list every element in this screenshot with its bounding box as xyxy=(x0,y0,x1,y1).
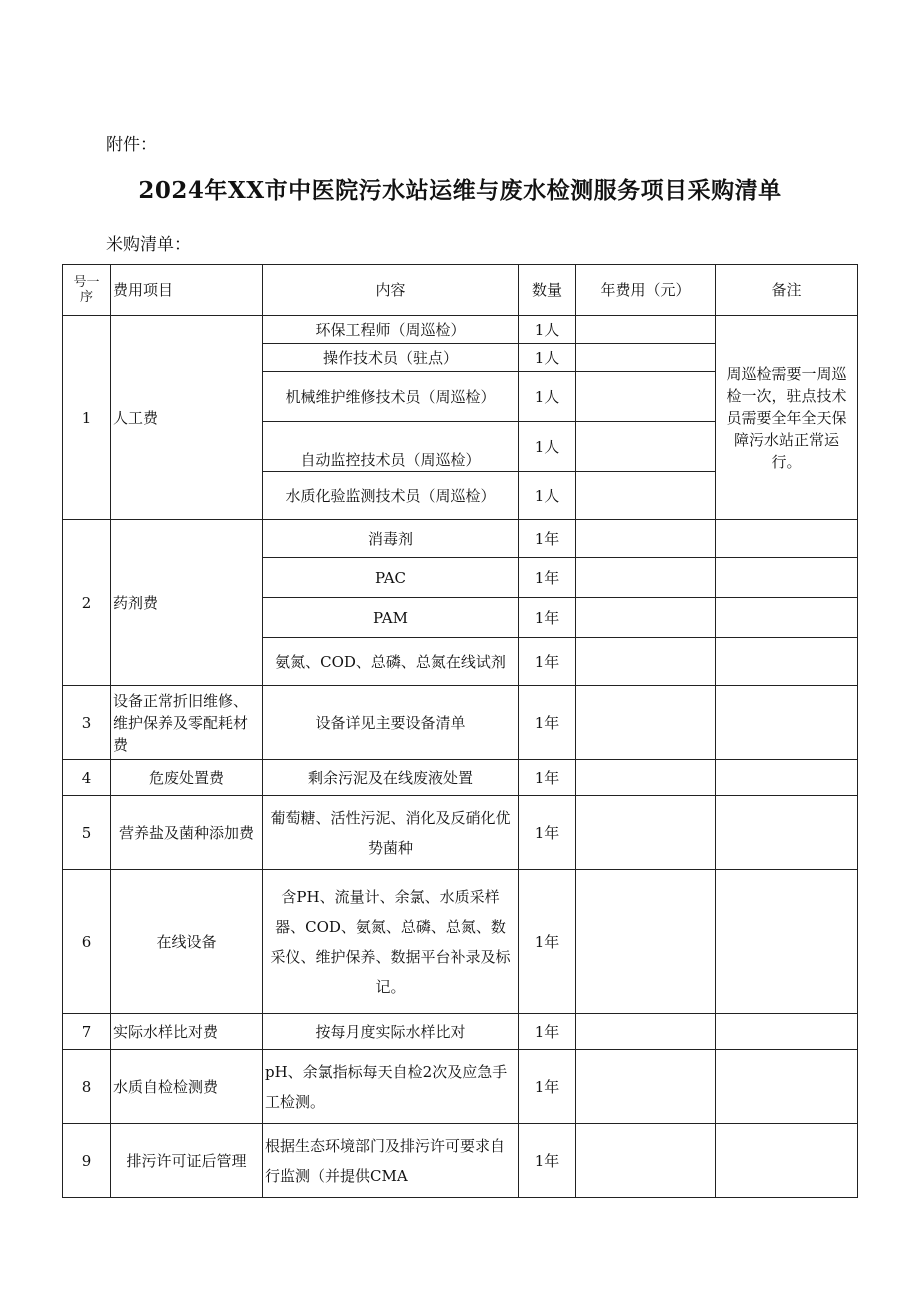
row-qty: 1年 xyxy=(519,598,576,638)
list-subheading: 米购清单： xyxy=(106,235,191,255)
row-qty: 1年 xyxy=(519,686,576,760)
row-number: 1 xyxy=(63,316,111,520)
row-note xyxy=(716,598,858,638)
row-item: 危废处置费 xyxy=(111,760,263,796)
row-cost xyxy=(576,796,716,870)
row-content: pH、余氯指标每天自检2次及应急手工检测。 xyxy=(263,1050,519,1124)
row-note xyxy=(716,870,858,1014)
row-item: 人工费 xyxy=(111,316,263,520)
row-cost xyxy=(576,372,716,422)
row-cost xyxy=(576,422,716,472)
header-note: 备注 xyxy=(716,265,858,316)
row-content: 设备详见主要设备清单 xyxy=(263,686,519,760)
row-qty: 1年 xyxy=(519,760,576,796)
row-cost xyxy=(576,638,716,686)
row-cost xyxy=(576,558,716,598)
row-cost xyxy=(576,1124,716,1198)
table-row xyxy=(63,316,858,344)
row-content: 消毒剂 xyxy=(263,520,519,558)
table-row xyxy=(63,760,858,796)
row-cost xyxy=(576,760,716,796)
table-row xyxy=(63,1050,858,1124)
row-number: 9 xyxy=(63,1124,111,1198)
header-content: 内容 xyxy=(263,265,519,316)
procurement-table xyxy=(62,264,858,1198)
row-qty: 1人 xyxy=(519,422,576,472)
row-item: 排污许可证后管理 xyxy=(111,1124,263,1198)
row-content: 机械维护维修技术员（周巡检） xyxy=(263,372,519,422)
row-qty: 1年 xyxy=(519,1124,576,1198)
row-cost xyxy=(576,598,716,638)
row-note xyxy=(716,796,858,870)
document-title: 2024年XX市中医院污水站运维与废水检测服务项目采购清单 xyxy=(138,177,782,204)
row-content: PAC xyxy=(263,558,519,598)
row-content: 根据生态环境部门及排污许可要求自行监测（并提供CMA xyxy=(263,1124,519,1198)
header-seq-top: 号一 xyxy=(73,275,100,290)
row-number: 5 xyxy=(63,796,111,870)
row-content: 水质化验监测技术员（周巡检） xyxy=(263,472,519,520)
row-item: 设备正常折旧维修、维护保养及零配耗材费 xyxy=(111,686,263,760)
row-qty: 1年 xyxy=(519,520,576,558)
row-cost xyxy=(576,1050,716,1124)
header-seq-bottom: 序 xyxy=(79,290,93,305)
row-content: 环保工程师（周巡检） xyxy=(263,316,519,344)
row-note xyxy=(716,1014,858,1050)
row-cost xyxy=(576,686,716,760)
attachment-label: 附件： xyxy=(106,135,157,155)
row-content: 剩余污泥及在线废液处置 xyxy=(263,760,519,796)
row-cost xyxy=(576,870,716,1014)
row-number: 2 xyxy=(63,520,111,686)
row-note xyxy=(716,760,858,796)
row-qty: 1人 xyxy=(519,344,576,372)
row-number: 3 xyxy=(63,686,111,760)
row-note: 周巡检需要一周巡检一次，驻点技术员需要全年全天保障污水站正常运行。 xyxy=(716,316,858,520)
table-row xyxy=(63,520,858,558)
row-qty: 1年 xyxy=(519,558,576,598)
header-cost: 年费用（元） xyxy=(576,265,716,316)
row-qty: 1年 xyxy=(519,796,576,870)
row-cost xyxy=(576,344,716,372)
row-note xyxy=(716,558,858,598)
row-number: 7 xyxy=(63,1014,111,1050)
table-row xyxy=(63,686,858,760)
row-cost xyxy=(576,316,716,344)
row-note xyxy=(716,638,858,686)
row-cost xyxy=(576,520,716,558)
row-item: 在线设备 xyxy=(111,870,263,1014)
header-qty: 数量 xyxy=(519,265,576,316)
row-number: 8 xyxy=(63,1050,111,1124)
row-qty: 1人 xyxy=(519,372,576,422)
row-item: 水质自检检测费 xyxy=(111,1050,263,1124)
row-item: 实际水样比对费 xyxy=(111,1014,263,1050)
row-note xyxy=(716,1124,858,1198)
header-item: 费用项目 xyxy=(111,265,263,316)
row-note xyxy=(716,686,858,760)
row-qty: 1年 xyxy=(519,1014,576,1050)
table-row xyxy=(63,1014,858,1050)
row-cost xyxy=(576,1014,716,1050)
row-cost xyxy=(576,472,716,520)
header-seq xyxy=(63,265,111,316)
row-item: 营养盐及菌种添加费 xyxy=(111,796,263,870)
row-content: 氨氮、COD、总磷、总氮在线试剂 xyxy=(263,638,519,686)
row-content: 含PH、流量计、余氯、水质采样器、COD、氨氮、总磷、总氮、数采仪、维护保养、数据平台补录及标记。 xyxy=(263,870,519,1014)
row-note xyxy=(716,1050,858,1124)
row-qty: 1年 xyxy=(519,870,576,1014)
row-qty: 1年 xyxy=(519,638,576,686)
row-qty: 1年 xyxy=(519,1050,576,1124)
table-row xyxy=(63,1124,858,1198)
row-content: 葡萄糖、活性污泥、消化及反硝化优势菌种 xyxy=(263,796,519,870)
row-item: 药剂费 xyxy=(111,520,263,686)
row-content: 按每月度实际水样比对 xyxy=(263,1014,519,1050)
row-number: 6 xyxy=(63,870,111,1014)
table-row xyxy=(63,796,858,870)
row-note xyxy=(716,520,858,558)
row-qty: 1人 xyxy=(519,472,576,520)
table-row xyxy=(63,870,858,1014)
row-content: 自动监控技术员（周巡检） xyxy=(263,422,519,472)
row-content: PAM xyxy=(263,598,519,638)
row-number: 4 xyxy=(63,760,111,796)
row-content: 操作技术员（驻点） xyxy=(263,344,519,372)
row-qty: 1人 xyxy=(519,316,576,344)
table-header-row xyxy=(63,265,858,316)
